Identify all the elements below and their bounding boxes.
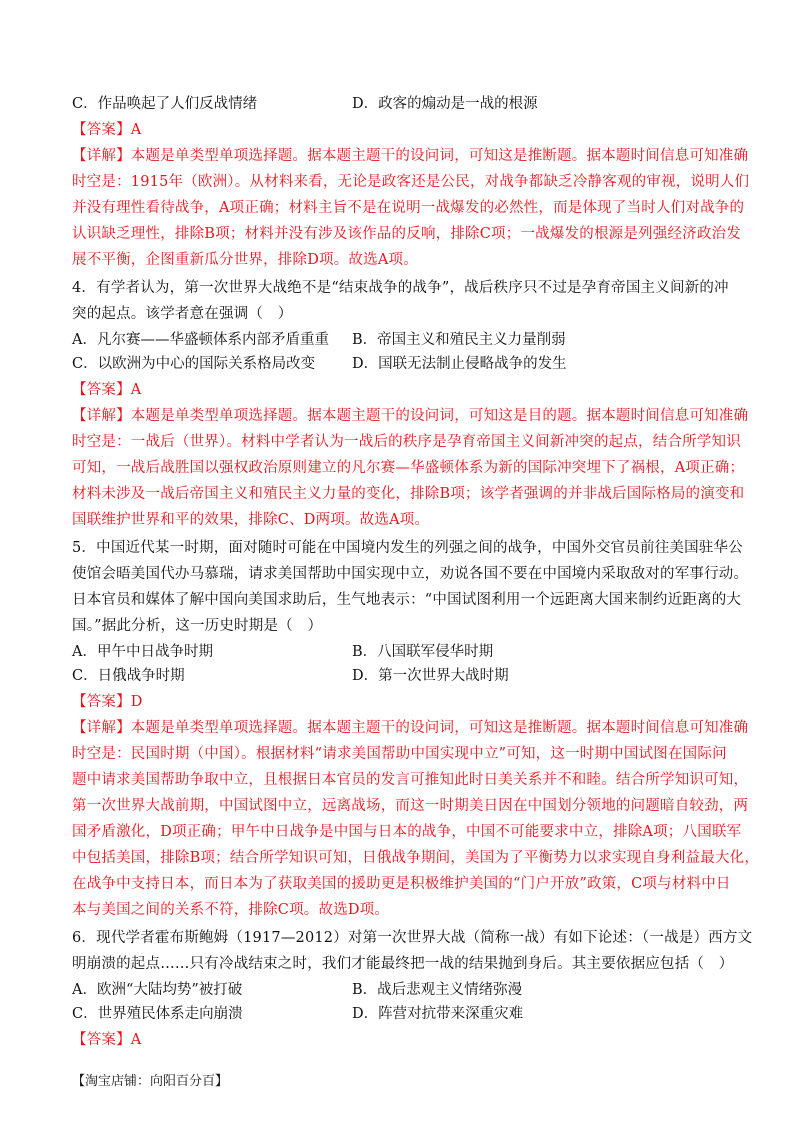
q5-detail-line: 时空是：民国时期（中国）。根据材料“请求美国帮助中国实现中立”可知，这一时期中国试图在国际问: [72, 746, 727, 762]
q5-detail-line: 题中请求美国帮助争取中立，且根据日本官员的发言可推知此时日美关系并不和睦。结合所学知识可知，: [72, 772, 749, 788]
q4-option-b: B．帝国主义和殖民主义力量削弱: [352, 332, 566, 348]
q5-detail-line: 本与美国之间的关系不符，排除C项。故选D项。: [72, 902, 390, 918]
q5-option-c: C．日俄战争时期: [72, 668, 185, 684]
q3-detail-line: 展不平衡，企图重新瓜分世界，排除D项。故选A项。: [72, 252, 418, 268]
q3-detail-line: 【详解】本题是单类型单项选择题。据本题主题干的设问词，可知这是推断题。据本题时间信息可知准确: [72, 148, 749, 164]
q4-detail-line: 时空是：一战后（世界）。材料中学者认为一战后的秩序是孕育帝国主义间新冲突的起点，结合所学知识: [72, 434, 741, 450]
q5-option-d: D．第一次世界大战时期: [352, 668, 509, 684]
q4-stem-line: 4．有学者认为，第一次世界大战绝不是“结束战争的战争”，战后秩序只不过是孕育帝国主义间新的冲: [72, 280, 729, 296]
q5-detail-line: 第一次世界大战前期，中国试图中立，远离战场，而这一时期美日因在中国划分领地的问题暗自较劲，两: [72, 798, 749, 814]
q5-stem-line: 国。”据此分析，这一历史时期是（ ）: [72, 618, 323, 634]
q3-option-d: D．政客的煽动是一战的根源: [352, 96, 538, 112]
q4-stem-line: 突的起点。该学者意在强调（ ）: [72, 306, 293, 322]
footer-shop-label: 【淘宝店铺：向阳百分百】: [72, 1074, 229, 1089]
q4-option-c: C．以欧洲为中心的国际关系格局改变: [72, 356, 316, 372]
q5-detail-line: 在战争中支持日本，而日本为了获取美国的援助更是积极维护美国的“门户开放”政策，C项与材料中日: [72, 876, 731, 892]
q6-option-a: A．欧洲“大陆均势”被打破: [72, 982, 243, 998]
q5-option-a: A．甲午中日战争时期: [72, 644, 213, 660]
q3-detail-line: 时空是：1915年（欧洲）。从材料来看，无论是政客还是公民，对战争都缺乏冷静客观的审视，说明人们: [72, 174, 750, 190]
q6-option-b: B．战后悲观主义情绪弥漫: [352, 982, 523, 998]
q5-stem-line: 5．中国近代某一时期，面对随时可能在中国境内发生的列强之间的战争，中国外交官员前往美国驻华公: [72, 540, 743, 556]
q3-detail-line: 认识缺乏理性，排除B项；材料并没有涉及该作品的反响，排除C项；一战爆发的根源是列强经济政治发: [72, 226, 741, 242]
q6-option-c: C．世界殖民体系走向崩溃: [72, 1006, 243, 1022]
q5-answer: 【答案】D: [72, 694, 143, 710]
q4-option-a: A．凡尔赛——华盛顿体系内部矛盾重重: [72, 332, 329, 348]
q4-detail-line: 可知，一战后战胜国以强权政治原则建立的凡尔赛—华盛顿体系为新的国际冲突埋下了祸根，A项正确；: [72, 460, 745, 476]
q5-detail-line: 【详解】本题是单类型单项选择题。据本题主题干的设问词，可知这是推断题。据本题时间信息可知准确: [72, 720, 749, 736]
q6-answer: 【答案】A: [72, 1032, 142, 1048]
q5-stem-line: 使馆会晤美国代办马慕瑞，请求美国帮助中国实现中立，劝说各国不要在中国境内采取敌对的军事行动。: [72, 566, 749, 582]
q4-detail-line: 材料未涉及一战后帝国主义和殖民主义力量的变化，排除B项；该学者强调的并非战后国际格局的演变和: [72, 486, 745, 502]
q5-detail-line: 中包括美国，排除B项；结合所学知识可知，日俄战争期间，美国为了平衡势力以求实现自身利益最大化，: [72, 850, 760, 866]
q6-option-d: D．阵营对抗带来深重灾难: [352, 1006, 524, 1022]
q3-answer: 【答案】A: [72, 122, 142, 138]
q4-detail-line: 国联维护世界和平的效果，排除C、D两项。故选A项。: [72, 512, 430, 528]
q3-option-c: C．作品唤起了人们反战情绪: [72, 96, 258, 112]
q4-answer: 【答案】A: [72, 382, 142, 398]
q4-detail-line: 【详解】本题是单类型单项选择题。据本题主题干的设问词，可知这是目的题。据本题时间信息可知准确: [72, 408, 749, 424]
q5-option-b: B．八国联军侵华时期: [352, 644, 494, 660]
q5-stem-line: 日本官员和媒体了解中国向美国求助后，生气地表示：“中国试图利用一个远距离大国来制约近距离的大: [72, 592, 742, 608]
q3-detail-line: 并没有理性看待战争，A项正确；材料主旨不是在说明一战爆发的必然性，而是体现了当时人们对战争的: [72, 200, 745, 216]
q6-stem-line: 6．现代学者霍布斯鲍姆（1917—2012）对第一次世界大战（简称一战）有如下论述：（一战是）西方文: [72, 930, 753, 946]
q4-option-d: D．国联无法制止侵略战争的发生: [352, 356, 567, 372]
q5-detail-line: 国矛盾激化，D项正确；甲午中日战争是中国与日本的战争，中国不可能要求中立，排除A项；八国联军: [72, 824, 742, 840]
q6-stem-line: 明崩溃的起点……只有冷战结束之时，我们才能最终把一战的结果抛到身后。其主要依据应包括（ ）: [72, 956, 734, 972]
